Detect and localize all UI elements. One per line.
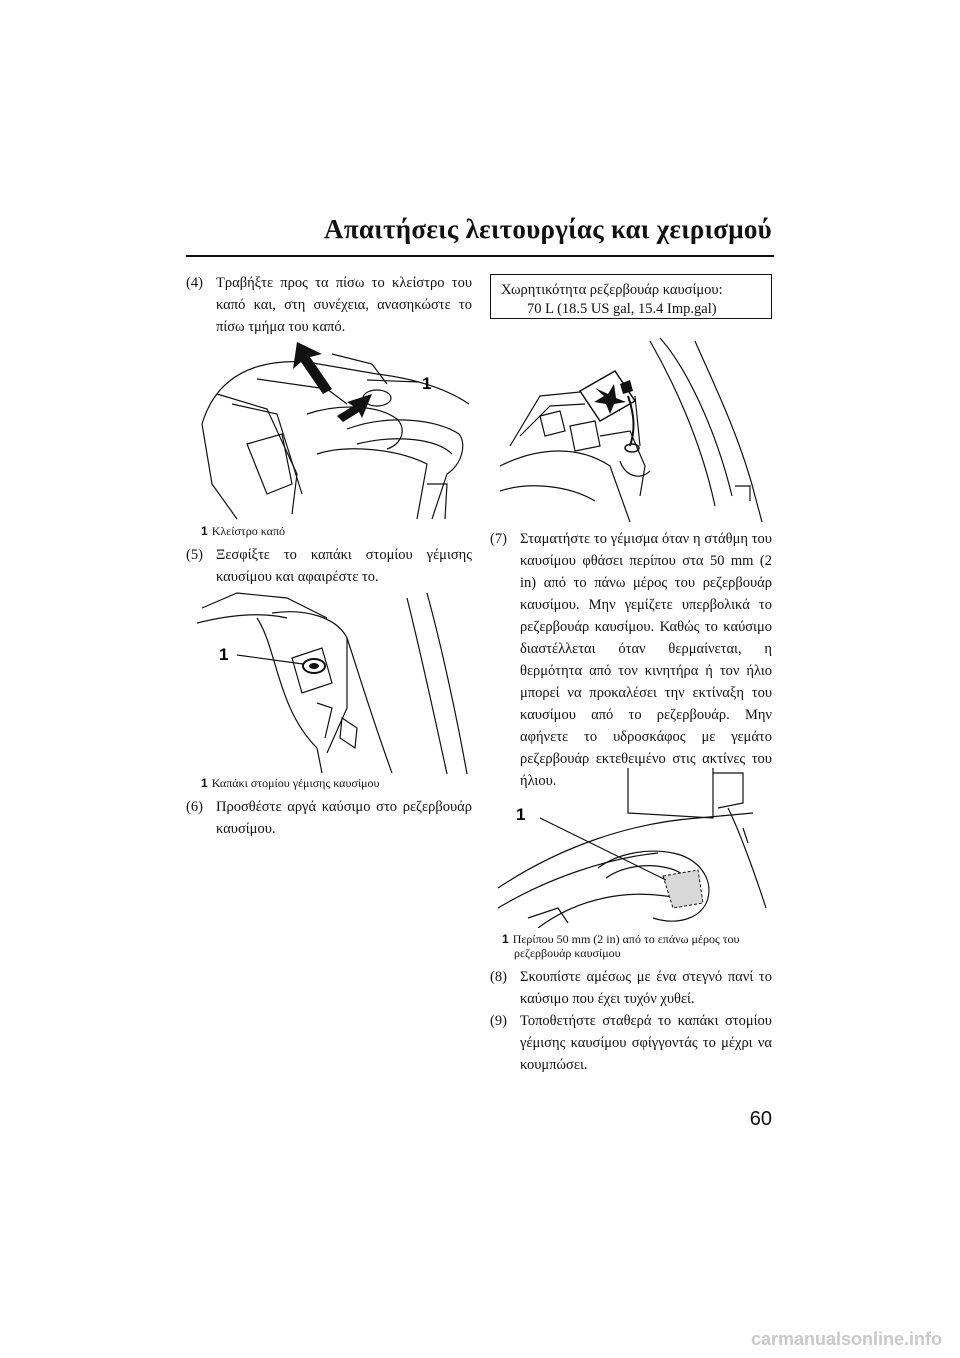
fig4-callout: 1 <box>516 805 526 824</box>
fuel-level-illustration <box>498 768 770 928</box>
fig1-caption-number: 1 <box>201 524 208 538</box>
fig2-caption-number: 1 <box>201 776 208 790</box>
step-7-number: (7) <box>490 531 507 547</box>
page-number: 60 <box>749 1108 772 1130</box>
refueling-illustration <box>500 336 772 522</box>
figure-fuel-cap <box>197 588 472 774</box>
fuel-capacity-value: 70 L (18.5 US gal, 15.4 Imp.gal) <box>527 301 717 317</box>
step-6 <box>186 796 472 840</box>
step-4-number: (4) <box>186 275 203 291</box>
fuel-cap-illustration <box>197 588 472 774</box>
fig4-caption-line2: ρεζερβουάρ καυσίμου <box>514 946 621 960</box>
fig1-caption-text: Κλείστρο καπό <box>211 524 286 538</box>
step-7-text: Σταματήστε το γέμισμα όταν η στάθμη του καυσίμου φθάσει περίπου στα 50 mm (2 in) από το πάνω μέρος του ρεζερβουάρ καυσίμου. Μην γεμίζετε υπερβολικά το ρεζερβουάρ καυσίμου. Καθώς το καύσιμο διαστέλλεται όταν θερμαίνεται, η θερμότητα από τον κινητήρα ή τον ήλιο μπορεί να προκαλέσει την εκτίναξη του καυσίμου από το ρεζερβουάρ. Μην αφήνετε το υδροσκάφος με γεμάτο ρεζερβουάρ εκτεθειμένο στις ακτίνες του ήλιου. <box>520 531 772 789</box>
step-5-text: Ξεσφίξτε το καπάκι στομίου γέμισης καυσίμου και αφαιρέστε το. <box>216 547 472 585</box>
fig4-caption-number: 1 <box>502 932 509 946</box>
step-8-text: Σκουπίστε αμέσως με ένα στεγνό πανί το καύσιμο που έχει τυχόν χυθεί. <box>520 969 772 1007</box>
fig1-callout: 1 <box>422 374 432 393</box>
figure-fuel-level <box>498 768 770 928</box>
step-6-number: (6) <box>186 799 203 815</box>
fuel-capacity-label: Χωρητικότητα ρεζερβουάρ καυσίμου: <box>501 282 723 298</box>
fig2-caption-text: Καπάκι στομίου γέμισης καυσίμου <box>211 776 380 790</box>
fuel-capacity-box <box>490 274 772 319</box>
fig4-caption-line1: Περίπου 50 mm (2 in) από το επάνω μέρος του <box>512 932 740 946</box>
step-8-number: (8) <box>490 969 507 985</box>
fig1-caption <box>201 524 285 538</box>
step-6-text: Προσθέστε αργά καύσιμο στο ρεζερβουάρ καυσίμου. <box>216 799 472 837</box>
step-5 <box>186 544 472 588</box>
step-4 <box>186 272 472 338</box>
step-9-number: (9) <box>490 1013 507 1029</box>
step-8 <box>490 966 772 1010</box>
step-9-text: Τοποθετήστε σταθερά το καπάκι στομίου γέμισης καυσίμου σφίγγοντάς το μέχρι να κουμπώσει. <box>520 1013 772 1073</box>
seat-latch-illustration <box>197 334 472 520</box>
fig2-callout: 1 <box>219 645 229 664</box>
step-9 <box>490 1010 772 1076</box>
fig4-caption <box>502 932 772 960</box>
header-rule <box>186 255 774 257</box>
page-title: Απαιτήσεις λειτουργίας και χειρισμού <box>324 214 772 244</box>
fig2-caption <box>201 776 379 790</box>
step-5-number: (5) <box>186 547 203 563</box>
step-4-text: Τραβήξτε προς τα πίσω το κλείστρο του καπό και, στη συνέχεια, ανασηκώστε το πίσω τμήμα του καπό. <box>216 275 472 335</box>
step-7 <box>490 528 772 792</box>
figure-refueling <box>500 336 772 522</box>
watermark-logo: carmanualsonline.info <box>750 1329 942 1349</box>
figure-seat-latch <box>197 334 472 520</box>
